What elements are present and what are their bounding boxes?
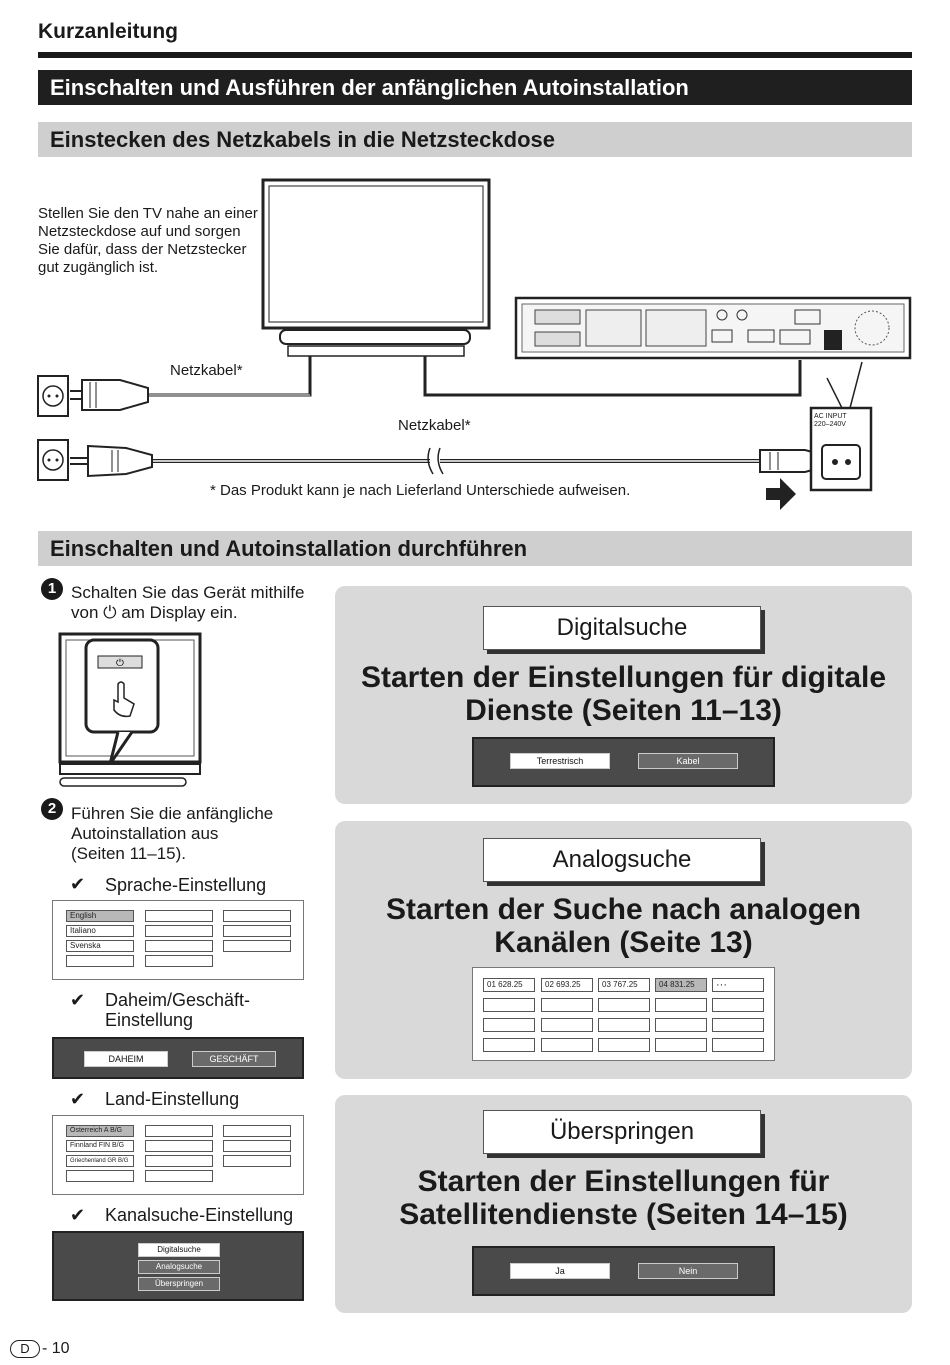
digital-search-screen [472, 737, 775, 787]
power-section-title: Einstecken des Netzkabels in die Netzsteckdose [38, 122, 912, 157]
channel-entry[interactable]: 04 831.25 [655, 978, 707, 992]
check-language-label: Sprache-Einstellung [105, 875, 267, 895]
check-channel-search-label: Kanalsuche-Einstellung [105, 1205, 294, 1225]
analog-search-tab: Analogsuche [483, 838, 761, 882]
check-home-store-label: Daheim/Geschäft- Einstellung [105, 990, 251, 1030]
channel-entry[interactable] [655, 1038, 707, 1052]
channel-entry[interactable] [541, 1018, 593, 1032]
check-icon: ✔ [70, 990, 86, 1010]
channel-entry[interactable] [541, 998, 593, 1012]
ac-input-label: AC INPUT 220–240V [814, 413, 847, 428]
channel-entry[interactable] [483, 1018, 535, 1032]
check-icon: ✔ [70, 1205, 86, 1225]
satellite-screen [472, 1246, 775, 1296]
power-cable-label-2: Netzkabel* [398, 417, 471, 434]
country-option[interactable] [145, 1170, 213, 1182]
home-button[interactable]: DAHEIM [84, 1051, 168, 1067]
analog-channel-screen [472, 967, 775, 1061]
tv-power-button-illustration [58, 632, 204, 790]
channel-entry[interactable] [598, 1018, 650, 1032]
check-icon: ✔ [70, 1089, 86, 1109]
header-rule [38, 52, 912, 58]
step-2-number: 2 [41, 798, 63, 820]
channel-entry[interactable] [598, 1038, 650, 1052]
language-option[interactable] [145, 925, 213, 937]
channel-entry[interactable] [655, 1018, 707, 1032]
check-country-label: Land-Einstellung [105, 1089, 240, 1109]
country-option[interactable] [66, 1170, 134, 1182]
region-badge: D [10, 1340, 40, 1358]
receiver-box-illustration [516, 298, 910, 358]
channel-entry[interactable] [712, 1038, 764, 1052]
check-icon: ✔ [70, 874, 86, 894]
page-number: - 10 [42, 1340, 70, 1357]
country-option[interactable] [223, 1125, 291, 1137]
language-option[interactable] [145, 940, 213, 952]
country-option[interactable] [145, 1155, 213, 1167]
step-1-number: 1 [41, 578, 63, 600]
channel-entry[interactable] [483, 1038, 535, 1052]
channel-entry[interactable] [541, 1038, 593, 1052]
language-option[interactable] [223, 940, 291, 952]
channel-entry[interactable]: 01 628.25 [483, 978, 535, 992]
power-cable-label-1: Netzkabel* [170, 362, 243, 379]
country-screen [52, 1115, 304, 1195]
country-option[interactable]: Griechenland GR B/G [66, 1155, 134, 1167]
skip-heading: Starten der Einstellungen für Satellitendienste (Seiten 14–15) [399, 1165, 848, 1231]
digital-search-tab: Digitalsuche [483, 606, 761, 650]
digital-search-heading: Starten der Einstellungen für digitale Dienste (Seiten 11–13) [360, 661, 887, 727]
svg-text:⏻: ⏻ [116, 658, 124, 669]
country-option[interactable] [223, 1155, 291, 1167]
skip-tab: Überspringen [483, 1110, 761, 1154]
step-2-text: Führen Sie die anfängliche Autoinstallation aus (Seiten 11–15). [71, 804, 274, 863]
channel-entry[interactable] [655, 998, 707, 1012]
language-option[interactable] [66, 955, 134, 967]
country-option[interactable] [145, 1125, 213, 1137]
no-button[interactable]: Nein [638, 1263, 738, 1279]
language-option[interactable]: English [66, 910, 134, 922]
country-option[interactable] [223, 1140, 291, 1152]
yes-button[interactable]: Ja [510, 1263, 610, 1279]
language-option[interactable] [145, 955, 213, 967]
language-screen [52, 900, 304, 980]
channel-search-screen [52, 1231, 304, 1301]
power-connection-illustration [30, 170, 920, 515]
language-option[interactable]: Svenska [66, 940, 134, 952]
footnote: * Das Produkt kann je nach Lieferland Unterschiede aufweisen. [210, 482, 631, 499]
setup-section-title: Einschalten und Autoinstallation durchführen [38, 531, 912, 566]
language-option[interactable] [223, 925, 291, 937]
channel-entry[interactable] [483, 998, 535, 1012]
store-button[interactable]: GESCHÄFT [192, 1051, 276, 1067]
placement-instruction: Stellen Sie den TV nahe an einer Netzsteckdose auf und sorgen Sie dafür, dass der Netzstecker gut zugänglich ist. [38, 205, 258, 276]
power-plug-2 [70, 446, 152, 476]
search-option-digital[interactable]: Digitalsuche [138, 1243, 220, 1257]
language-option[interactable] [145, 910, 213, 922]
insert-arrow-icon [766, 478, 796, 510]
home-store-screen [52, 1037, 304, 1079]
channel-entry[interactable] [712, 998, 764, 1012]
country-option[interactable]: Finnland FIN B/G [66, 1140, 134, 1152]
terrestrial-button[interactable]: Terrestrisch [510, 753, 610, 769]
page-header-title: Kurzanleitung [38, 20, 178, 43]
tv-illustration [263, 180, 489, 356]
channel-entry[interactable] [598, 998, 650, 1012]
channel-entry[interactable] [712, 1018, 764, 1032]
analog-search-heading: Starten der Suche nach analogen Kanälen (Seite 13) [385, 893, 862, 959]
channel-entry[interactable]: ··· [712, 978, 764, 992]
channel-entry[interactable]: 03 767.25 [598, 978, 650, 992]
wall-socket-1 [38, 376, 68, 416]
search-option-skip[interactable]: Überspringen [138, 1277, 220, 1291]
channel-entry[interactable]: 02 693.25 [541, 978, 593, 992]
cable-button[interactable]: Kabel [638, 753, 738, 769]
step-1-text: Schalten Sie das Gerät mithilfe von ⏻ am Display ein. [71, 583, 305, 622]
section-title-bar: Einschalten und Ausführen der anfänglichen Autoinstallation [38, 70, 912, 105]
language-option[interactable]: Italiano [66, 925, 134, 937]
country-option[interactable]: Österreich A B/G [66, 1125, 134, 1137]
power-plug-1 [70, 380, 148, 410]
wall-socket-2 [38, 440, 68, 480]
language-option[interactable] [223, 910, 291, 922]
search-option-analog[interactable]: Analogsuche [138, 1260, 220, 1274]
power-icon: ⏻ [103, 603, 117, 622]
country-option[interactable] [145, 1140, 213, 1152]
